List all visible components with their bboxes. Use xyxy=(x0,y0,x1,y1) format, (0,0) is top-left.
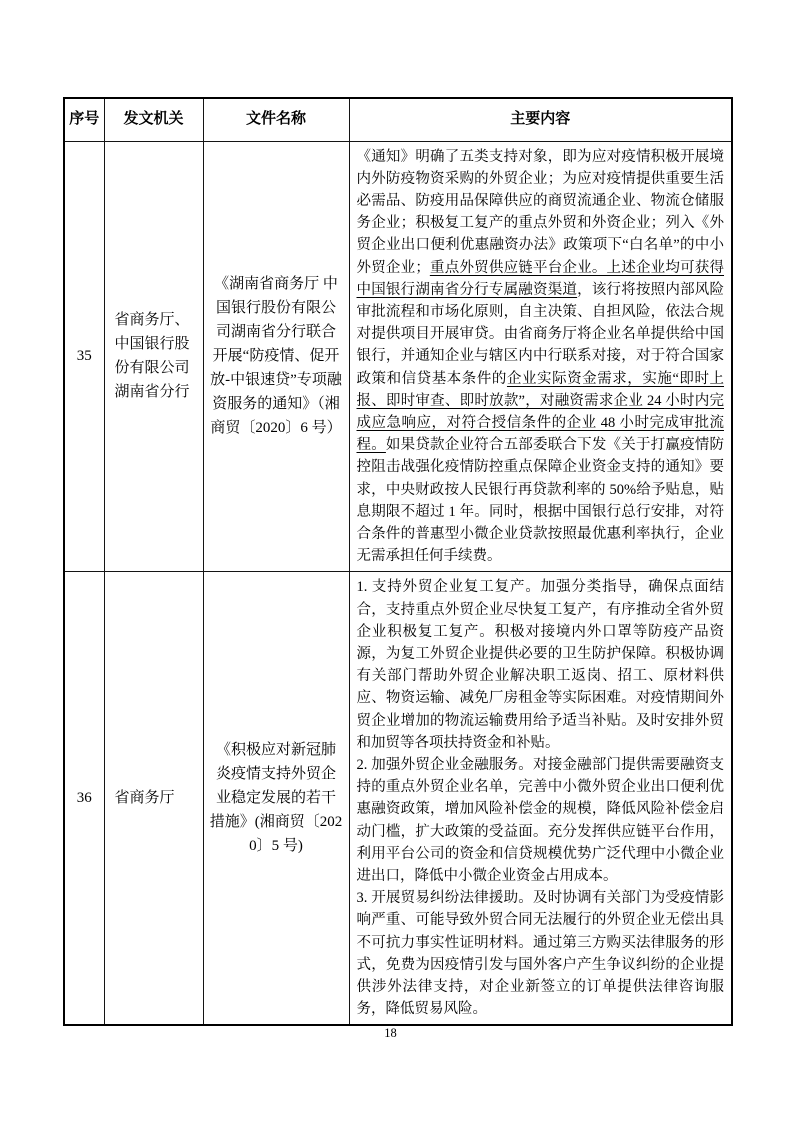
content-paragraph xyxy=(357,576,725,754)
text-run: 如果贷款企业符合五部委联合下发《关于打赢疫情防控阻击战强化疫情防控重点保障企业资金支持的通知》要求，中央财政按人民银行再贷款利率的 50%给予贴息，贴息期限不超过 1 年。同时，根据中国银行总行安排，对符合条件的普惠型小微企业贷款按照最优惠利率执行，企业无需承担任何手续费。 xyxy=(356,437,725,565)
table-row xyxy=(64,572,732,1026)
column-header-document-name: 文件名称 xyxy=(203,98,349,141)
table-row xyxy=(64,141,732,572)
cell-issuing-agency: 省商务厅、中国银行股份有限公司湖南省分行 xyxy=(104,141,203,572)
policy-table xyxy=(63,97,733,1026)
cell-main-content xyxy=(349,141,732,572)
text-run: 《通知》明确了五类支持对象，即为应对疫情积极开展境内外防疫物资采购的外贸企业；为应对疫情提供重要生活必需品、防疫用品保障供应的商贸流通企业、物流仓储服务企业；积极复工复产的重点外贸和外资企业；列入《外贸企业出口便利优惠融资办法》政策项下“白名单”的中小外贸企业； xyxy=(356,148,724,276)
underlined-text-run: 重点外贸供应链平台企业。上述企业均可获得中国银行湖南省分行专属融资渠道 xyxy=(356,259,725,298)
content-paragraph xyxy=(357,754,725,887)
content-paragraph xyxy=(357,887,725,1020)
column-header-issuing-agency: 发文机关 xyxy=(104,98,203,141)
text-run: 3. 开展贸易纠纷法律援助。及时协调有关部门为受疫情影响严重、可能导致外贸合同无法履行的外贸企业无偿出具不可抗力事实性证明材料。通过第三方购买法律服务的形式，免费为因疫情引发与国外客户产生争议纠纷的企业提供涉外法律支持，对企业新签立的订单提供法律咨询服务，降低贸易风险。 xyxy=(356,890,724,1018)
cell-serial-number: 36 xyxy=(64,572,104,1026)
text-run: ，该行将按照内部风险审批流程和市场化原则，自主决策、自担风险，依法合规对提供项目开展审贷。由省商务厅将企业名单提供给中国银行，并通知企业与辖区内中行联系对接，对于符合国家政策和信贷基本条件的 xyxy=(356,281,724,387)
table-header-row xyxy=(64,98,732,141)
cell-document-name: 《积极应对新冠肺炎疫情支持外贸企业稳定发展的若干措施》(湘商贸〔2020〕5 号) xyxy=(203,572,349,1026)
text-run: 2. 加强外贸企业金融服务。对接金融部门提供需要融资支持的重点外贸企业名单，完善中小微外贸企业出口便利优惠融资政策，增加风险补偿金的规模，降低风险补偿金启动门槛，扩大政策的受益面。充分发挥供应链平台作用，利用平台公司的资金和信贷规模优势广泛代理中小微企业进出口，降低中小微企业资金占用成本。 xyxy=(356,756,724,884)
cell-serial-number: 35 xyxy=(64,141,104,572)
cell-issuing-agency: 省商务厅 xyxy=(104,572,203,1026)
column-header-main-content: 主要内容 xyxy=(349,98,732,141)
cell-main-content xyxy=(349,572,732,1026)
underlined-text-run: 企业实际资金需求，实施“即时上报、即时审查、即时放款”，对融资需求企业 24 小时内完成应急响应，对符合授信条件的企业 48 小时完成审批流程。 xyxy=(356,370,725,454)
cell-document-name: 《湖南省商务厅 中国银行股份有限公司湖南省分行联合开展“防疫情、促开放-中银速贷”专项融资服务的通知》（湘商贸〔2020〕6 号） xyxy=(203,141,349,572)
column-header-serial-number: 序号 xyxy=(64,98,104,141)
page-number: 18 xyxy=(384,1026,397,1040)
text-run: 1. 支持外贸企业复工复产。加强分类指导，确保点面结合，支持重点外贸企业尽快复工复产，有序推动全省外贸企业积极复工复产。积极对接境内外口罩等防疫产品资源，为复工外贸企业提供必要的卫生防护保障。积极协调有关部门帮助外贸企业解决职工返岗、招工、原材料供应、物资运输、减免厂房租金等实际困难。对疫情期间外贸企业增加的物流运输费用给予适当补贴。及时安排外贸和加贸等各项扶持资金和补贴。 xyxy=(356,579,724,751)
content-paragraph xyxy=(357,146,725,568)
